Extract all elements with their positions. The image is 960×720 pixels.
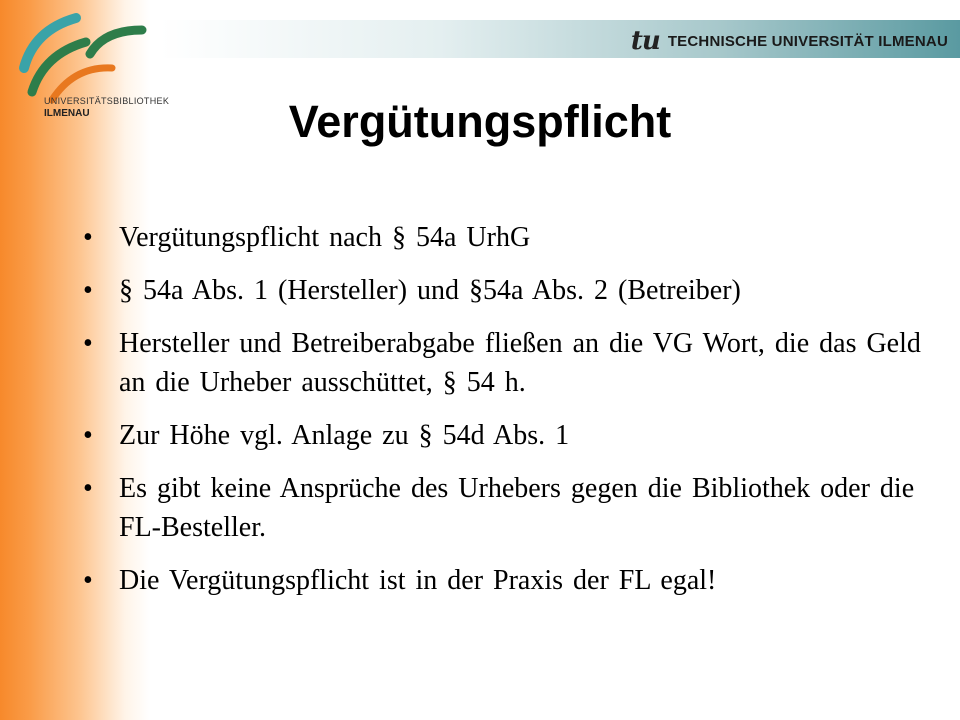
bullet-icon: • xyxy=(83,420,93,451)
library-logo-icon xyxy=(4,8,179,133)
university-name: TECHNISCHE UNIVERSITÄT ILMENAU xyxy=(667,32,948,50)
bullet-text: Die Vergütungspflicht ist in der Praxis der FL egal! xyxy=(119,565,717,596)
bullet-text: § 54a Abs. 1 (Hersteller) und §54a Abs. 2 (Betreiber) xyxy=(119,275,741,306)
bullet-text: Zur Höhe vgl. Anlage zu § 54d Abs. 1 xyxy=(119,420,570,451)
bullet-item xyxy=(83,218,923,257)
bullet-item xyxy=(83,324,923,402)
bullet-item xyxy=(83,416,923,455)
bullet-icon: • xyxy=(83,473,93,504)
bullet-list xyxy=(83,218,923,614)
bullet-item xyxy=(83,561,923,600)
bullet-item xyxy=(83,469,923,547)
tu-ilmenau-logo xyxy=(631,26,948,56)
bullet-text: Hersteller und Betreiberabgabe fließen an die VG Wort, die das Geld an die Urheber ausschüttet, § 54 h. xyxy=(119,328,921,398)
library-name: UNIVERSITÄTSBIBLIOTHEK xyxy=(44,96,170,106)
bullet-item xyxy=(83,271,923,310)
slide-title: Vergütungspflicht xyxy=(288,96,672,147)
bullet-text: Vergütungspflicht nach § 54a UrhG xyxy=(119,222,531,253)
bullet-icon: • xyxy=(83,222,93,253)
bullet-icon: • xyxy=(83,275,93,306)
bullet-icon: • xyxy=(83,328,93,359)
bullet-icon: • xyxy=(83,565,93,596)
tu-mark-icon: tu xyxy=(630,26,660,56)
bullet-text: Es gibt keine Ansprüche des Urhebers gegen die Bibliothek oder die FL-Besteller. xyxy=(119,473,915,543)
library-city: ILMENAU xyxy=(44,108,90,119)
